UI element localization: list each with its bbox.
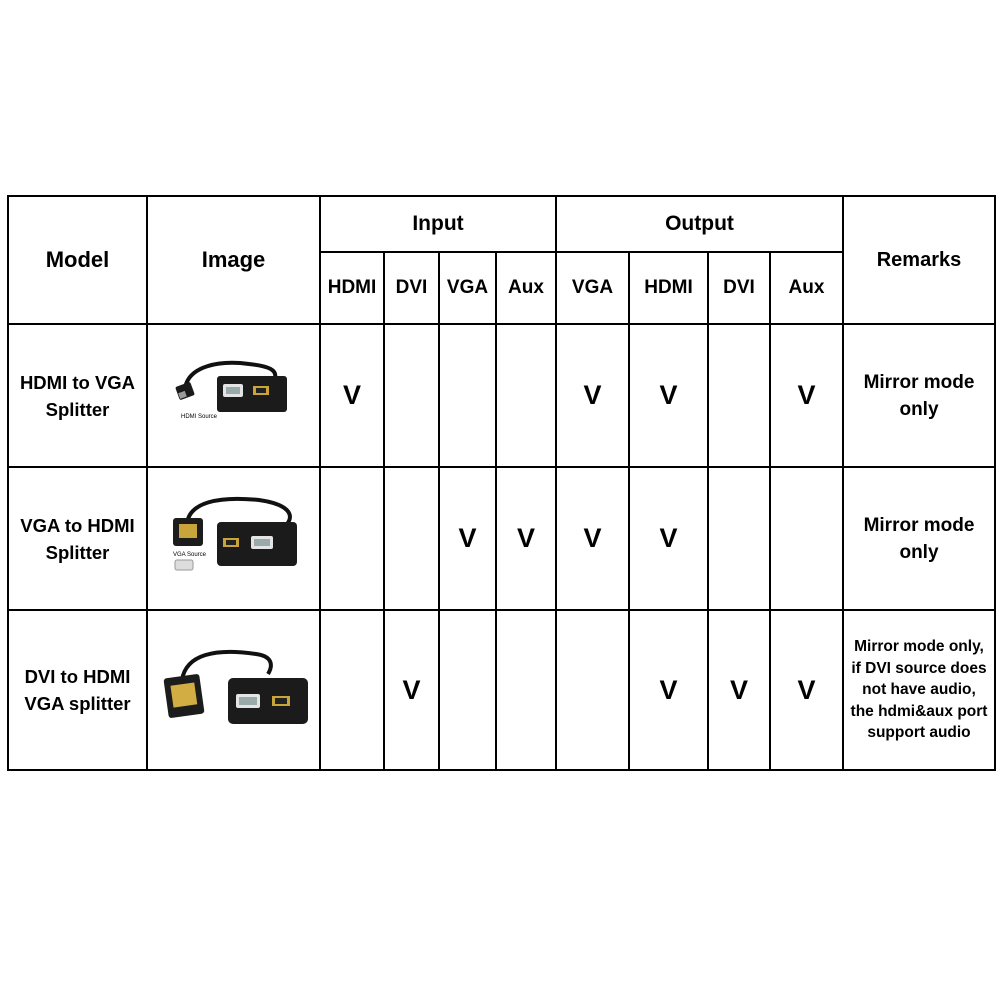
vga-to-hdmi-splitter-photo-icon [159, 494, 309, 584]
mark-cell [439, 610, 496, 770]
mark-cell [556, 610, 629, 770]
remarks-line: only [899, 541, 939, 563]
mark-cell [708, 467, 770, 610]
header-model: Model [8, 196, 147, 324]
remarks-line: Mirror mode [863, 371, 975, 393]
model-name-line: VGA splitter [24, 693, 131, 714]
mark-cell [770, 467, 843, 610]
dvi-to-hdmi-vga-splitter-photo-icon [156, 640, 311, 740]
model-cell [8, 610, 147, 770]
table-row [8, 324, 995, 467]
remarks-line: only [899, 398, 939, 420]
image-caption: VGA Source [172, 551, 206, 558]
mark-cell [320, 610, 384, 770]
mark-cell: V [770, 324, 843, 467]
remarks-line: Mirror mode [863, 514, 975, 536]
remarks-line: support audio [867, 724, 971, 742]
table-row [8, 467, 995, 610]
product-image-cell [147, 324, 320, 467]
mark-cell [496, 610, 556, 770]
remarks-cell [843, 467, 995, 610]
image-caption: HDMI Source [180, 413, 217, 420]
mark-cell: V [708, 610, 770, 770]
table-row [8, 610, 995, 770]
header-output-aux: Aux [770, 252, 843, 324]
mark-cell: V [556, 324, 629, 467]
model-name-line: VGA to HDMI [20, 514, 135, 536]
product-image-cell [147, 467, 320, 610]
mark-cell [496, 324, 556, 467]
header-output-hdmi: HDMI [629, 252, 708, 324]
mark-cell: V [496, 467, 556, 610]
model-cell [8, 467, 147, 610]
hdmi-to-vga-splitter-photo-icon [159, 356, 309, 436]
header-image: Image [147, 196, 320, 324]
header-output: Output [556, 196, 843, 252]
mark-cell: V [384, 610, 439, 770]
header-input-aux: Aux [496, 252, 556, 324]
mark-cell [384, 467, 439, 610]
mark-cell: V [770, 610, 843, 770]
model-name-line: DVI to HDMI [24, 666, 131, 687]
header-input-dvi: DVI [384, 252, 439, 324]
header-remarks: Remarks [843, 196, 995, 324]
model-cell [8, 324, 147, 467]
mark-cell: V [629, 324, 708, 467]
remarks-cell [843, 324, 995, 467]
mark-cell: V [629, 610, 708, 770]
remarks-line: Mirror mode only, [854, 638, 984, 656]
header-output-vga: VGA [556, 252, 629, 324]
comparison-table [7, 195, 996, 771]
mark-cell: V [556, 467, 629, 610]
model-name-line: Splitter [45, 398, 110, 420]
product-image-cell [147, 610, 320, 770]
mark-cell [439, 324, 496, 467]
remarks-line: if DVI source does [851, 659, 987, 677]
remarks-line: the hdmi&aux port [850, 702, 988, 720]
mark-cell [320, 467, 384, 610]
mark-cell: V [320, 324, 384, 467]
header-output-dvi: DVI [708, 252, 770, 324]
mark-cell [384, 324, 439, 467]
remarks-cell [843, 610, 995, 770]
header-input-hdmi: HDMI [320, 252, 384, 324]
header-input-vga: VGA [439, 252, 496, 324]
header-input: Input [320, 196, 556, 252]
mark-cell [708, 324, 770, 467]
model-name-line: Splitter [45, 541, 110, 563]
remarks-line: not have audio, [862, 681, 976, 699]
model-name-line: HDMI to VGA [19, 371, 136, 393]
mark-cell: V [629, 467, 708, 610]
mark-cell: V [439, 467, 496, 610]
